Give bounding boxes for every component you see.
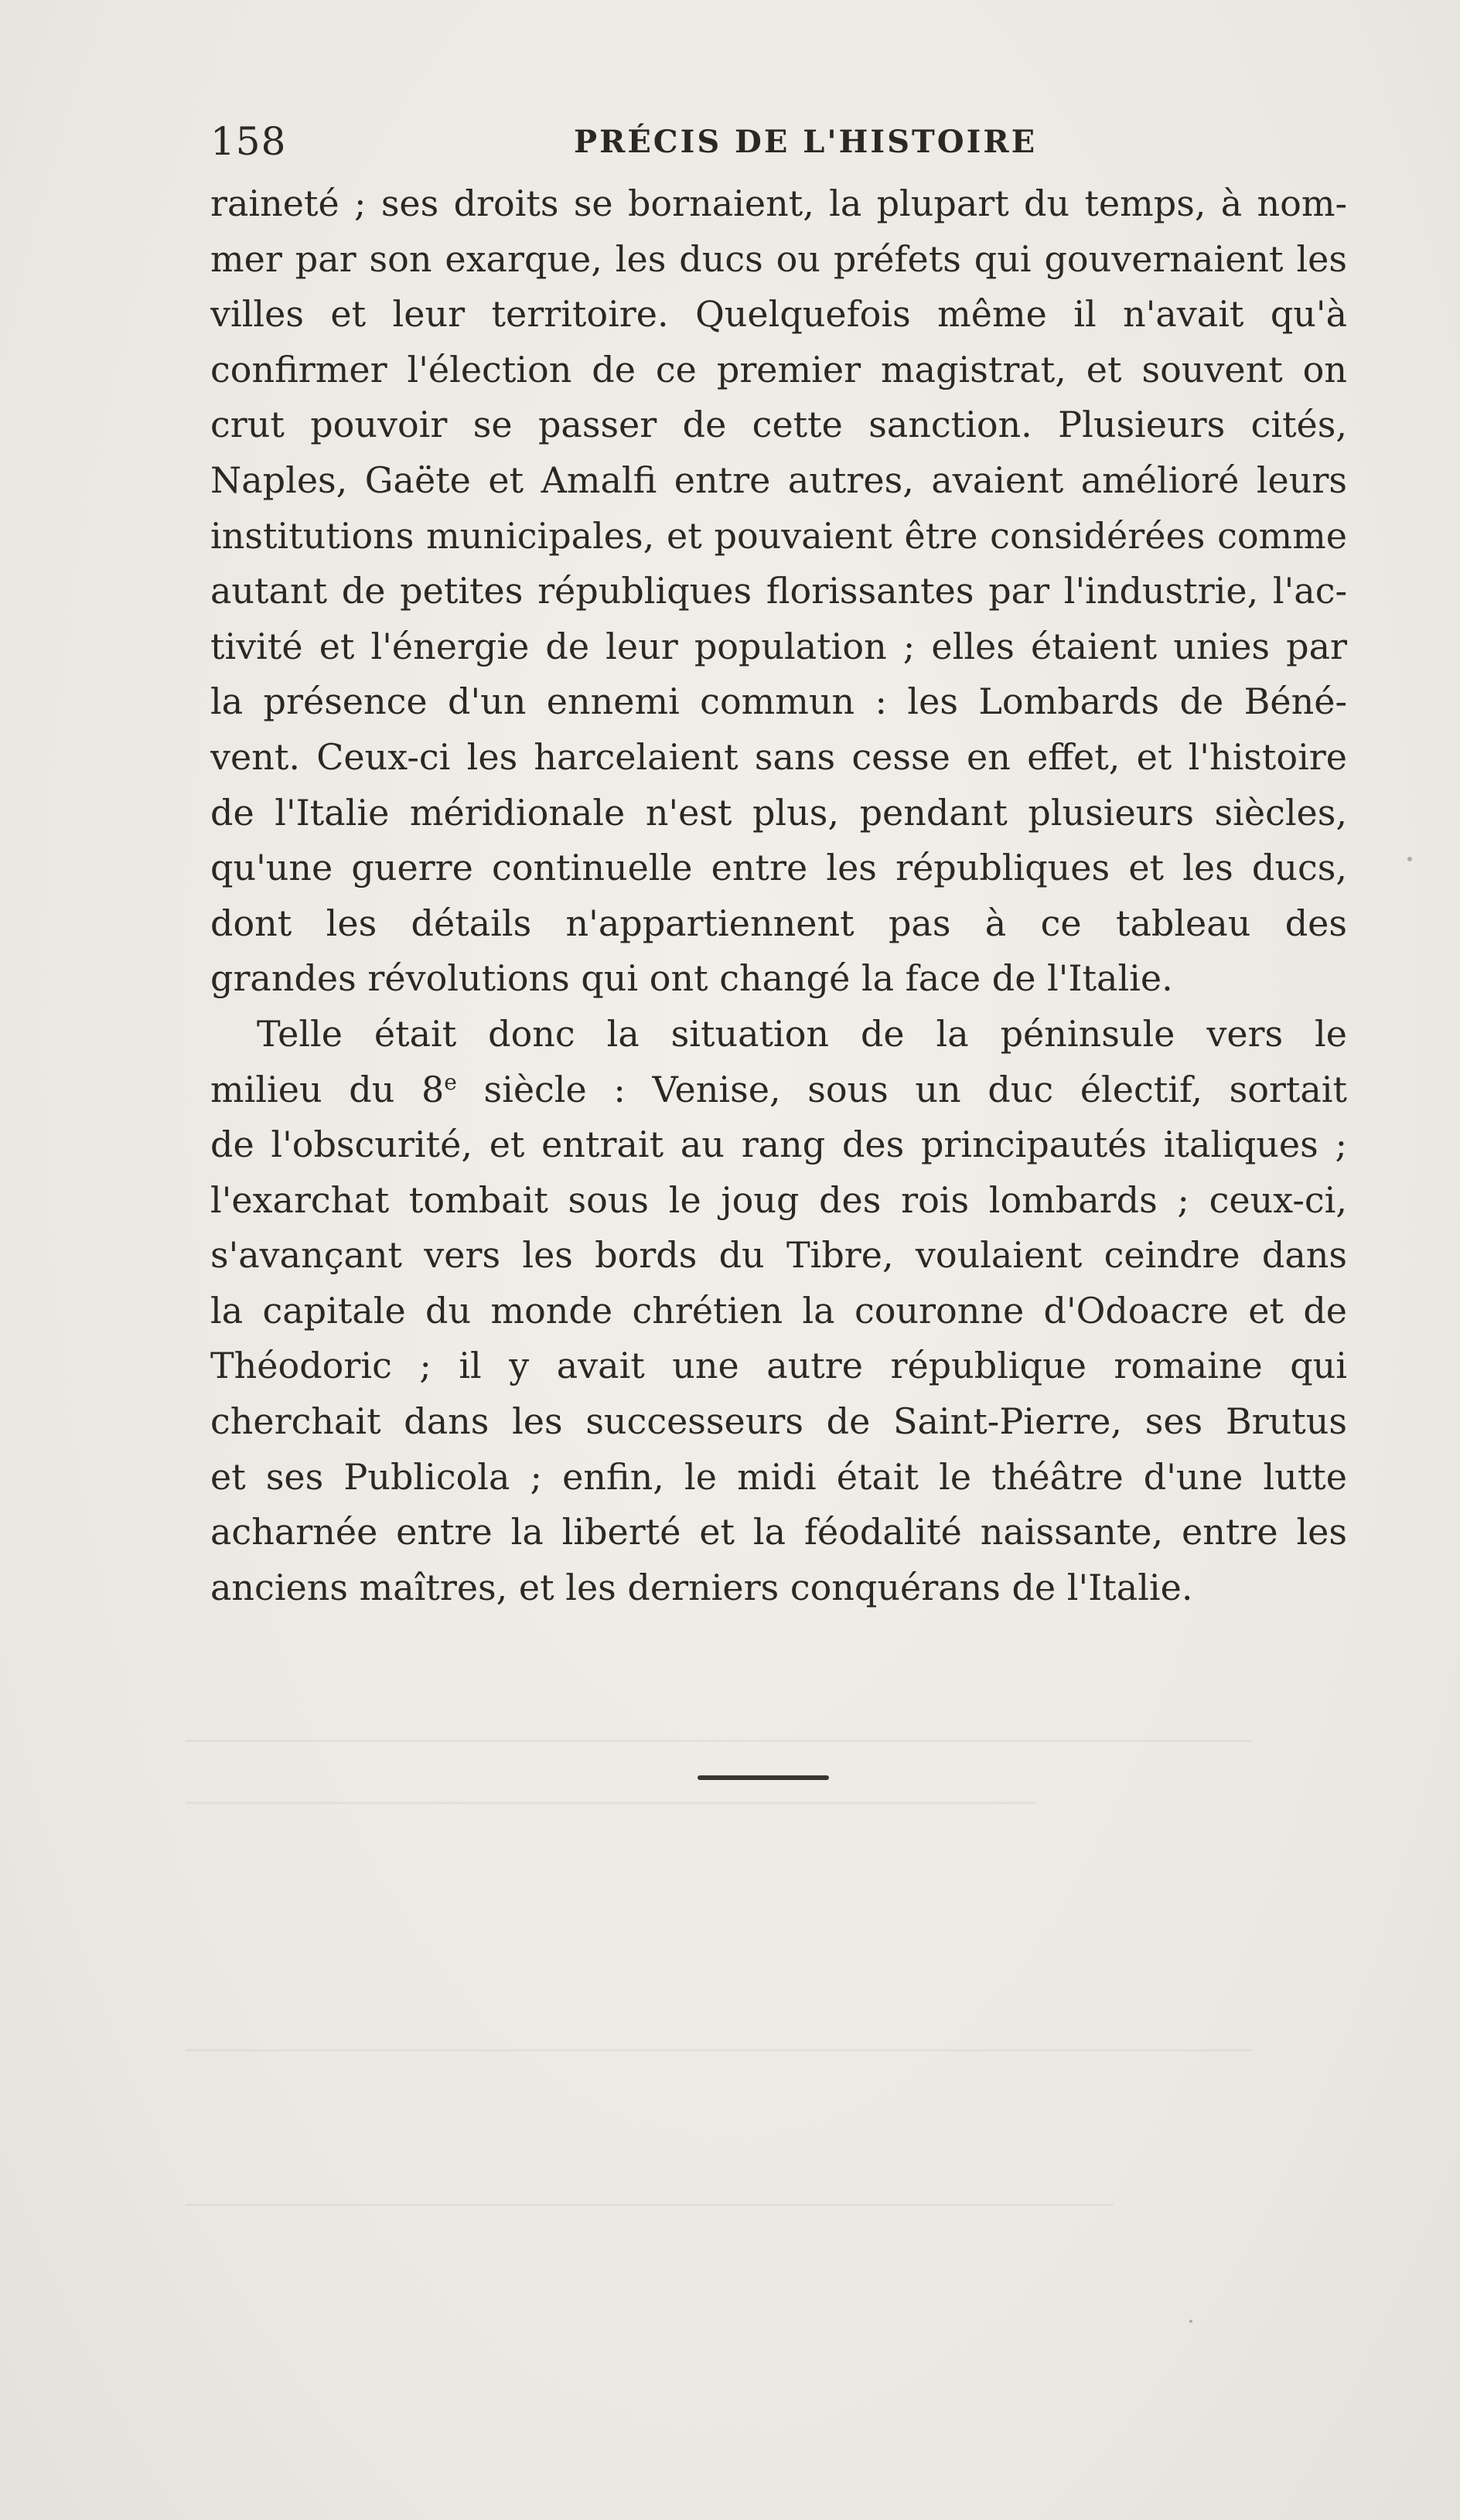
text-line: et ses Publicola ; enfin, le midi était le théâtre d'une lutte — [210, 1455, 1347, 1498]
text-fragment: milieu du 8 — [210, 1068, 445, 1110]
body-text — [210, 176, 1347, 1615]
text-line: vent. Ceux-ci les harcelaient sans cesse en effet, et l'histoire — [210, 735, 1347, 778]
text-line: institutions municipales, et pouvaient être considérées comme — [210, 514, 1347, 557]
text-line: l'exarchat tombait sous le joug des rois lombards ; ceux-ci, — [210, 1178, 1347, 1221]
show-through-mark — [186, 2049, 1253, 2051]
text-line: tivité et l'énergie de leur population ; elles étaient unies par — [210, 625, 1347, 667]
text-line: grandes révolutions qui ont changé la face de l'Italie. — [210, 957, 1173, 1000]
section-divider-rule — [698, 1775, 829, 1780]
text-line: Naples, Gaëte et Amalfi entre autres, avaient amélioré leurs — [210, 459, 1347, 501]
page-number: 158 — [210, 119, 287, 164]
text-fragment: siècle : Venise, sous un duc électif, sortait — [456, 1068, 1347, 1110]
text-line: cherchait dans les successeurs de Saint-Pierre, ses Brutus — [210, 1400, 1347, 1443]
text-line: acharnée entre la liberté et la féodalité naissante, entre les — [210, 1511, 1347, 1553]
show-through-mark — [186, 2204, 1114, 2206]
show-through-mark — [186, 1740, 1253, 1742]
text-line: confirmer l'élection de ce premier magistrat, et souvent on — [210, 348, 1347, 390]
paper-speck — [1189, 2320, 1192, 2323]
text-line: raineté ; ses droits se bornaient, la plupart du temps, à nom- — [210, 182, 1347, 224]
running-head — [210, 114, 1308, 169]
text-line: la capitale du monde chrétien la couronne d'Odoacre et de — [210, 1289, 1347, 1332]
superscript: e — [444, 1069, 457, 1095]
text-line: la présence d'un ennemi commun : les Lombards de Béné- — [210, 680, 1347, 723]
show-through-mark — [186, 1802, 1036, 1804]
text-line: villes et leur territoire. Quelquefois même il n'avait qu'à — [210, 293, 1347, 336]
paper-speck — [1407, 857, 1412, 861]
text-line: mer par son exarque, les ducs ou préfets qui gouvernaient les — [210, 237, 1347, 280]
text-line: crut pouvoir se passer de cette sanction. Plusieurs cités, — [210, 404, 1347, 446]
text-line: de l'Italie méridionale n'est plus, pendant plusieurs siècles, — [210, 791, 1347, 834]
text-line: qu'une guerre continuelle entre les républiques et les ducs, — [210, 847, 1347, 889]
text-line-with-superscript — [210, 1062, 1347, 1118]
text-line: de l'obscurité, et entrait au rang des principautés italiques ; — [210, 1124, 1347, 1166]
running-title: PRÉCIS DE L'HISTOIRE — [574, 124, 1038, 160]
text-line: dont les détails n'appartiennent pas à ce tableau des — [210, 902, 1347, 944]
text-line: s'avançant vers les bords du Tibre, voulaient ceindre dans — [210, 1234, 1347, 1277]
text-line: anciens maîtres, et les derniers conquérans de l'Italie. — [210, 1566, 1193, 1608]
text-line: autant de petites républiques florissantes par l'industrie, l'ac- — [210, 570, 1347, 612]
text-line: Telle était donc la situation de la péninsule vers le — [257, 1012, 1347, 1055]
text-line: Théodoric ; il y avait une autre république romaine qui — [210, 1345, 1347, 1387]
